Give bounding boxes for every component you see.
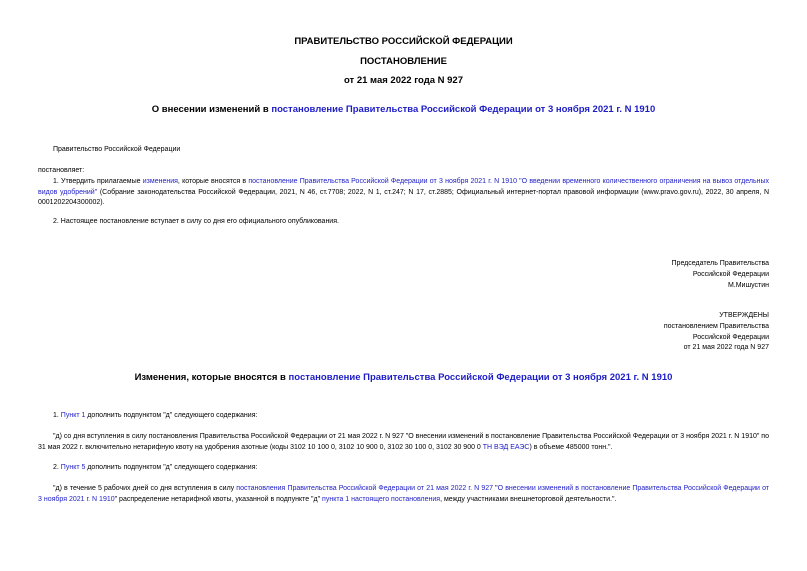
government-line: Правительство Российской Федерации — [53, 146, 181, 153]
item-1-number: 1. — [53, 412, 61, 419]
approved-label: УТВЕРЖДЕНЫ — [719, 312, 769, 319]
paragraph-1-text-c: (Собрание законодательства Российской Федерации, 2021, N 46, ст.7708; 2022, N 1, ст.247; N 17, ст.2885; Официальный интернет-портал правовой информации (www.pravo.gov.ru), 2022, 30 апреля, N 0001202204300002). — [38, 188, 769, 206]
item-1-link[interactable]: Пункт 1 — [60, 412, 86, 419]
document-title-prefix: О внесении изменений в — [151, 104, 272, 115]
item-2-quote-text-c: " распределение нетарифной квоты, указанной в подпункте "д" — [114, 495, 323, 503]
paragraph-1 — [38, 177, 769, 209]
item-2-quote-text-b: " — [493, 485, 498, 492]
paragraph-1-text-b: , которые вносятся в — [177, 178, 249, 185]
document-date-heading: от 21 мая 2022 года N 927 — [343, 75, 464, 86]
item-2-link[interactable]: Пункт 5 — [60, 464, 86, 471]
item-1-text: дополнить подпунктом "д" следующего содержания: — [85, 412, 258, 419]
approved-country: Российской Федерации — [692, 334, 769, 341]
signature-name: М.Мишустин — [727, 282, 769, 289]
tn-ved-link[interactable]: ТН ВЭД ЕАЭС — [482, 443, 530, 451]
item-1-quote — [38, 432, 769, 453]
item-2-number: 2. — [53, 464, 61, 471]
decides-line: постановляет: — [38, 167, 85, 174]
changes-title-link[interactable]: постановление Правительства Российской Федерации от 3 ноября 2021 г. N 1910 — [288, 372, 673, 383]
document-title — [0, 104, 807, 115]
item-2 — [53, 463, 257, 473]
decree-1910-link[interactable]: постановление Правительства Российской Федерации от 3 ноября 2021 г. N 1910 "О введении временного количественного ограничения на вывоз отдельных видов удобрений" — [38, 178, 769, 196]
document-title-link[interactable]: постановление Правительства Российской Федерации от 3 ноября 2021 г. N 1910 — [271, 104, 656, 115]
changes-title-prefix: Изменения, которые вносятся в — [134, 372, 289, 383]
approved-by: постановлением Правительства — [663, 323, 769, 330]
approved-date: от 21 мая 2022 года N 927 — [683, 344, 769, 351]
changes-link[interactable]: изменения — [142, 178, 178, 185]
item-1-quote-text-a: "д) со дня вступления в силу постановления Правительства Российской Федерации от 21 мая 2022 г. N 927 "О внесении изменений в постановление Правительства Российской Федерации от 3 ноября 2021 г. N 1910" по 31 мая 2022 г. включительно нетарифную квоту на удобрения азотные (коды 3102 10 100 0, 3102 10 900 0, 3102 30 100 0, 3102 30 900 0 — [38, 433, 769, 451]
issuer-heading: ПРАВИТЕЛЬСТВО РОССИЙСКОЙ ФЕДЕРАЦИИ — [294, 36, 513, 47]
item-2-quote-text-d: , между участниками внешнеторговой деятельности.". — [440, 495, 617, 503]
decree-927-title-link[interactable]: О внесении изменений в постановление Правительства Российской Федерации от 3 ноября 2021 г. N 1910 — [38, 485, 770, 503]
changes-title — [0, 372, 807, 383]
item-2-text: дополнить подпунктом "д" следующего содержания: — [85, 464, 258, 471]
item-1 — [53, 411, 257, 421]
item-2-quote-text-a: "д) в течение 5 рабочих дней со дня вступления в силу — [53, 485, 237, 492]
item-1-quote-text-b: ) в объеме 485000 тонн.". — [529, 443, 613, 451]
signature-title: Председатель Правительства — [671, 260, 769, 267]
item-2-quote — [38, 484, 769, 505]
document-type-heading: ПОСТАНОВЛЕНИЕ — [360, 56, 447, 67]
decree-927-link[interactable]: постановления Правительства Российской Федерации от 21 мая 2022 г. N 927 — [236, 485, 494, 492]
point-1-link[interactable]: пункта 1 настоящего постановления — [322, 495, 441, 503]
paragraph-1-text-a: 1. Утвердить прилагаемые — [53, 178, 143, 185]
paragraph-2: 2. Настоящее постановление вступает в силу со дня его официального опубликования. — [53, 218, 339, 225]
signature-country: Российской Федерации — [692, 271, 769, 278]
